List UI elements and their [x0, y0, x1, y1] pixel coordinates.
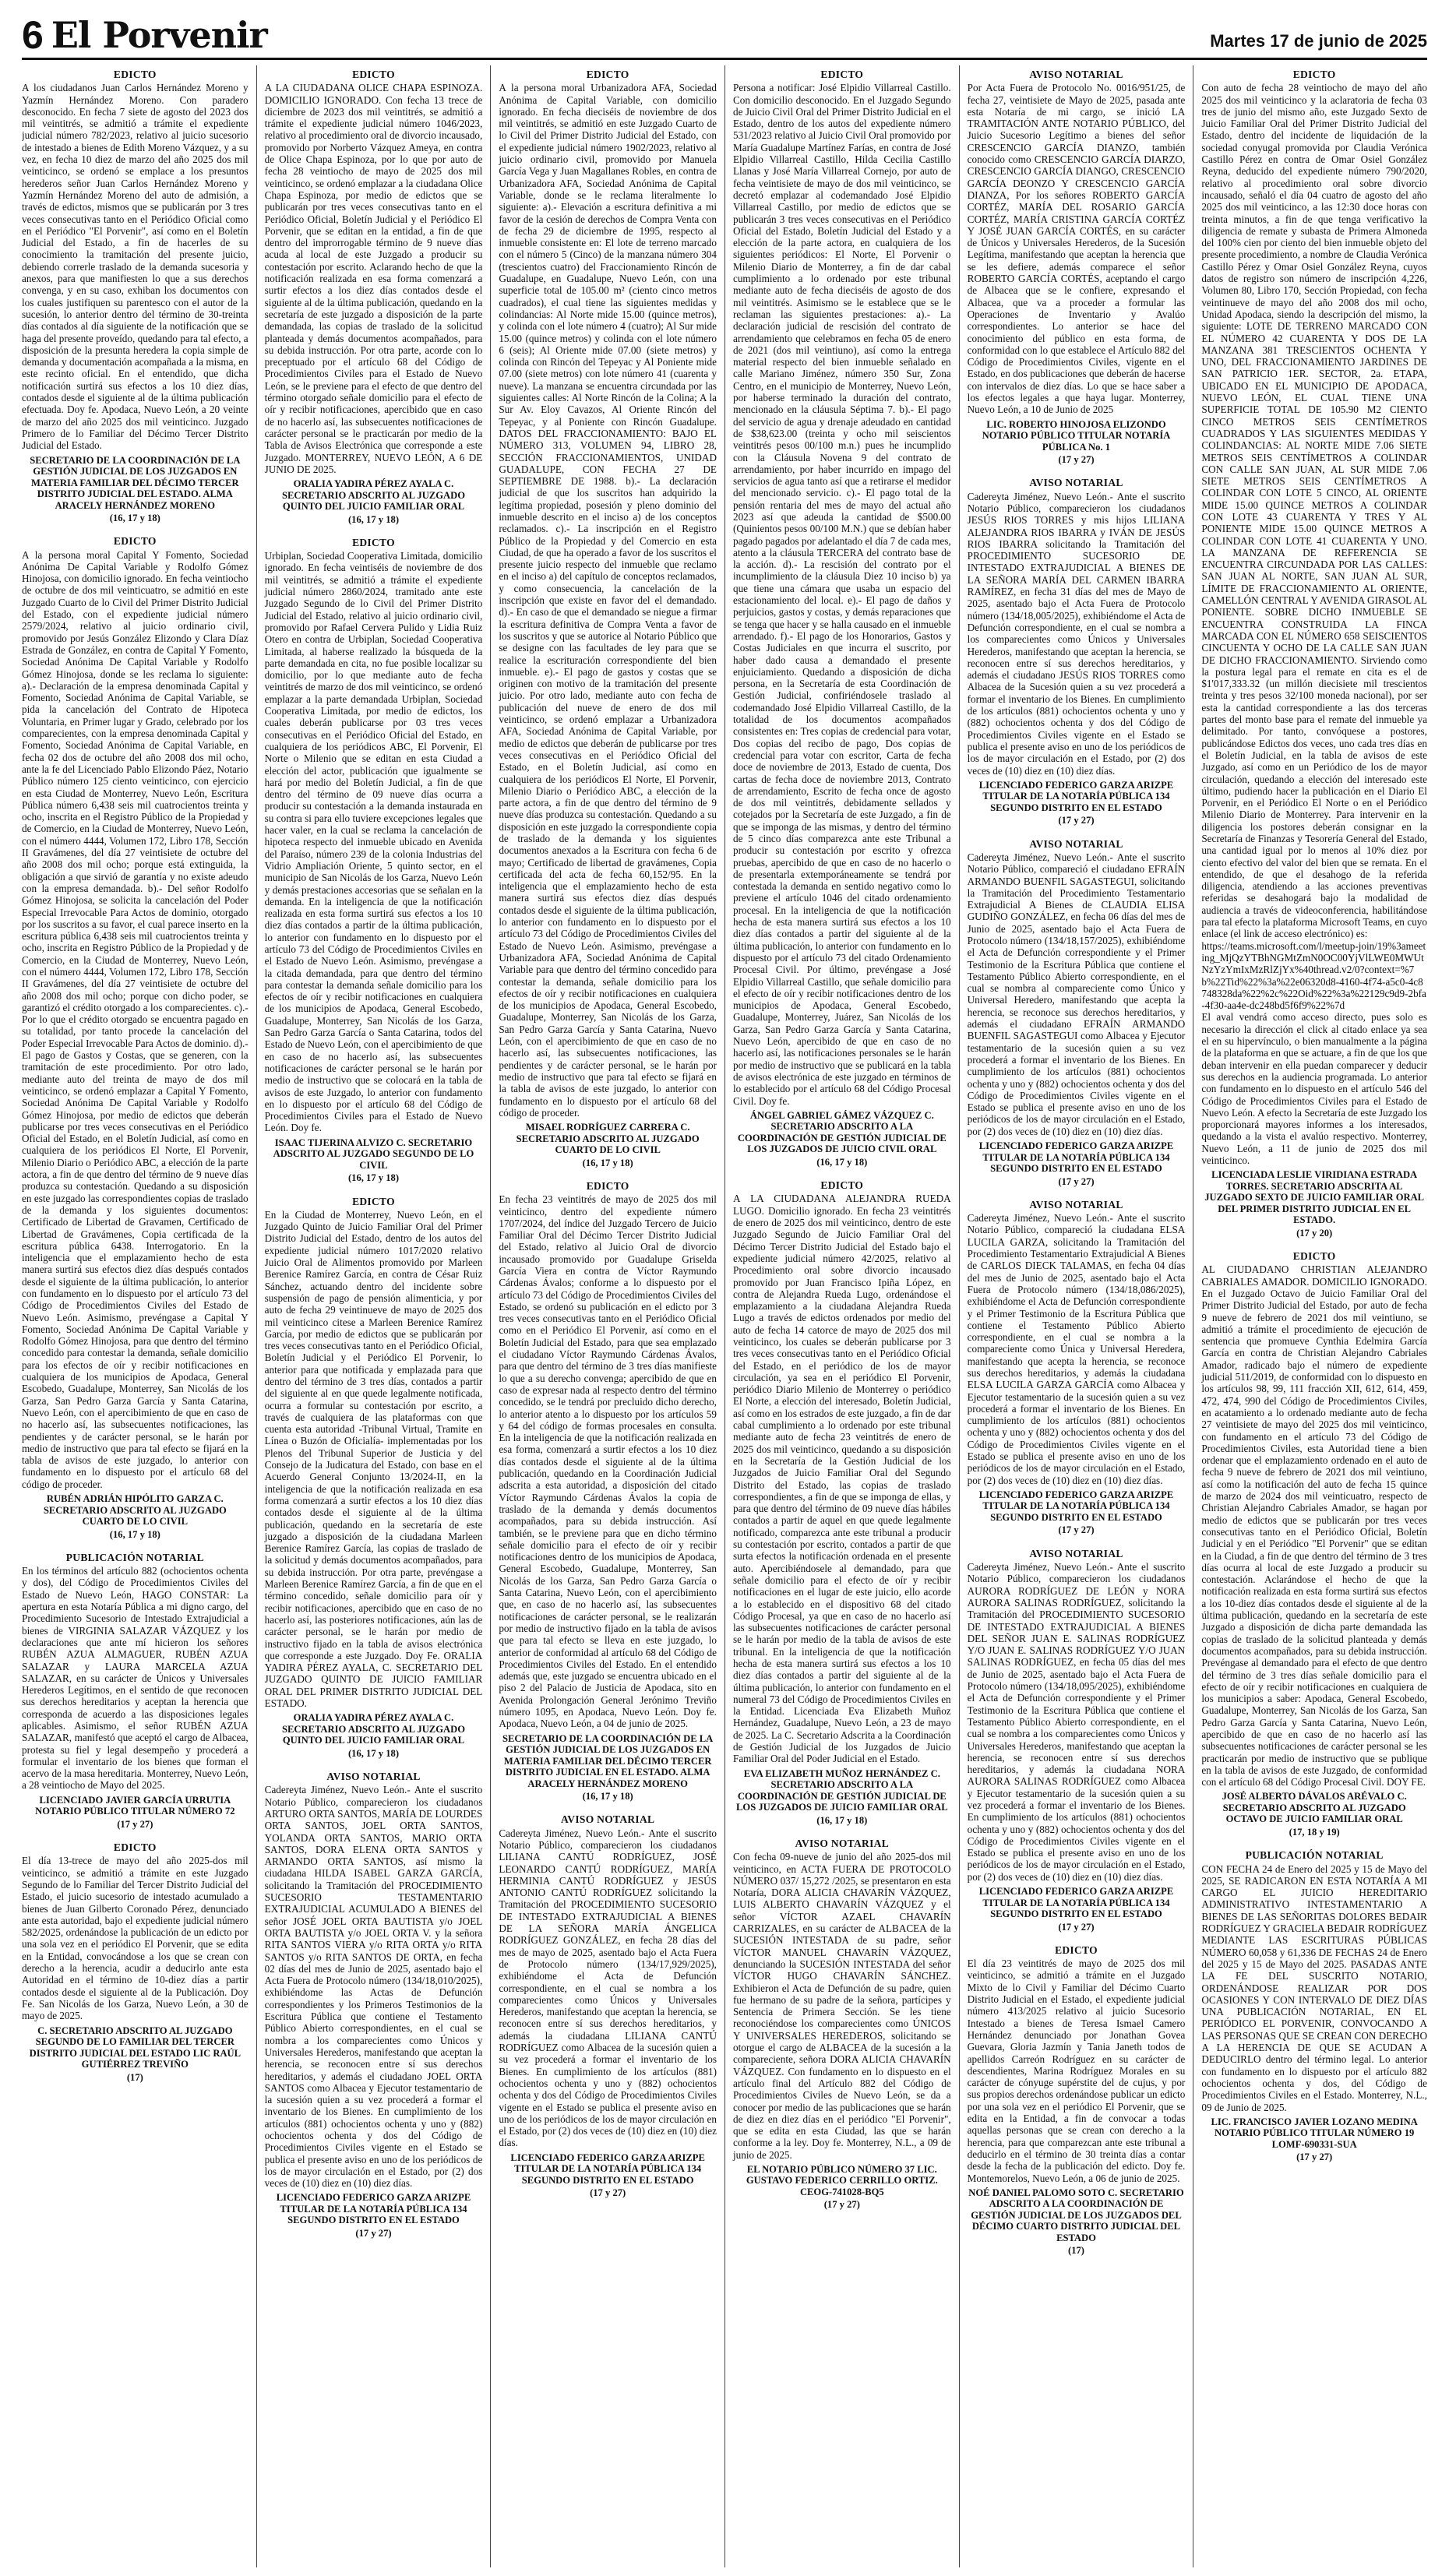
notice-body: Urbiplan, Sociedad Cooperativa Limitada, domicilio ignorado. En fecha veintiséis de noviembre de dos mil veintitrés, se admitió a trámite el expediente judicial número 2860/2024, tramitado ante este Juzgado Segundo de lo Civil del Primer Distrito Judicial del Estado, relativo al juicio ordinario civil, promovido por Rafael Cervera Pulido y Lidia Ruiz Otero en contra de Urbiplan, Sociedad Cooperativa Limitada, al haberse realizado la búsqueda de la parte demandada en cita, no fue posible localizar su domicilio, por lo que mediante auto de fecha veintitrés de marzo de dos mil veinticinco, se ordenó emplazar a la parte demandada Urbiplan, Sociedad Cooperativa Limitada, por medio de edictos, los cuales deberán publicarse por 03 tres veces consecutivas en el Periódico Oficial del Estado, en cualquiera de los periódicos ABC, El Porvenir, El Norte o Milenio que se editan en esta Ciudad a elección del actor, publicación que igualmente se hará por medio del Boletín Judicial, a fin de que dentro del término de 09 nueve días ocurra a producir su contestación a la demanda instaurada en su contra si para ello tuviere excepciones legales que hacer valer, en la cual se reclama la cancelación de hipoteca respecto del inmueble ubicado en Avenida del Paraíso, número 239 de la colonia Industrias del Vidrio Ampliación Oriente, 5 quinto sector, en el municipio de San Nicolás de los Garza, Nuevo León y demás prestaciones accesorias que se señalan en la demanda. En la inteligencia de que la notificación realizada en esta forma surtirá sus efectos a los 10 diez días contados a partir de la última publicación, lo anterior con fundamento en lo dispuesto por el artículo 73 del Código de Procedimientos Civiles en el Estado de Nuevo León. Asimismo, prevéngase a la citada demandada, para que dentro del término para contestar la demanda señale domicilio para los efectos de oír y recibir notificaciones en cualquiera de los municipios de Apodaca, General Escobedo, Guadalupe, Monterrey, San Nicolás de los Garza, San Pedro Garza García o Santa Catarina, todos del Estado de Nuevo León, con el apercibimiento de que en caso de no hacerlo así, las subsecuentes notificaciones de carácter personal se le harán por medio de instructivo que se colocará en la tabla de avisos de este Juzgado, lo anterior con fundamento en lo dispuesto por el artículo 68 del Código de Procedimientos Civiles para el Estado de Nuevo León. Doy fe.	[264, 550, 483, 1134]
legal-notice	[968, 1199, 1186, 1537]
notice-signature: EVA ELIZABETH MUÑOZ HERNÁNDEZ C. SECRETARIO ADSCRITO A LA COORDINACIÓN DE GESTIÓN JUDICIAL DE LOS JUZGADOS DE JUICIO FAMILIAR ORAL	[736, 1767, 948, 1813]
publication-dates: (17 y 27)	[590, 2187, 626, 2199]
notice-body: Cadereyta Jiménez, Nuevo León.- Ante el suscrito Notario Público, compareció la ciudadana ELSA LUCILA GARZA, solicitando la Tramitación del Procedimiento Testamentario Extrajudicial A Bienes de CARLOS DIECK TALAMAS, en fecha 04 días del mes de Junio de 2025, asentado bajo el Acta Fuera de Protocolo número (134/18,086/2025), exhibiéndome el Acta de Defunción correspondiente y el Primer Testimonio de la Escritura Pública que contiene el Testamento Público Abierto correspondiente, en el cual se nombra a la compareciente como Única y Universal Heredera, manifestando que acepta la herencia, se reconoce sus derechos hereditarios, y además la ciudadana ELSA LUCILA GARZA GARCÍA como Albacea y Ejecutor testamentario de la sucesión quien a su vez procederá a formar el inventario de los Bienes. En cumplimiento de los artículos (881) ochocientos ochenta y uno y (882) ochocientos ochenta y dos del Código de Procedimientos Civiles vigente en el Estado se publica el presente aviso en uno de los periódicos de los de mayor circulación en el Estado, por (2) dos veces de (10) diez en (10) diez días.	[967, 1212, 1186, 1486]
notice-title: EDICTO	[352, 536, 395, 548]
issue-date: Martes 17 de junio de 2025	[1210, 31, 1427, 51]
column-1	[22, 65, 256, 2567]
notice-body: CON FECHA 24 de Enero del 2025 y 15 de Mayo del 2025, SE RADICARON EN ESTA NOTARÍA A MI CARGO EL JUICIO HEREDITARIO ADMINISTRATIVO INTESTAMENTARIO A BIENES DE LAS SEÑORITAS DOLORES BEDAIR RODRÍGUEZ Y GRACIELA BEDAIR RODRÍGUEZ MEDIANTE LAS ESCRITURAS PÚBLICAS NÚMERO 60,058 y 61,336 DE FECHAS 24 de Enero del 2025 y 15 de Mayo del 2025. PASADAS ANTE LA FE DEL SUSCRITO NOTARIO, ORDENÁNDOSE REALIZAR POR DOS OCASIONES Y CON INTERVALO DE DIEZ DÍAS UNA PUBLICACIÓN NOTARIAL, EN EL PERIÓDICO EL PORVENIR, CONVOCANDO A LAS PERSONAS QUE SE CREAN CON DERECHO A LA HERENCIA DE QUE SE ACUDAN A DEDUCIRLO dentro del término legal. Lo anterior con fundamento en lo dispuesto por el artículo 882 ochocientos ochenta y dos, del Código de Procedimientos Civiles en el Estado. Monterrey, N.L., 09 de Junio de 2025.	[1201, 1862, 1427, 2113]
notice-signature: LICENCIADO FEDERICO GARZA ARIZPE TITULAR DE LA NOTARÍA PÚBLICA 134 SEGUNDO DISTRITO EN EL ESTADO	[510, 2151, 705, 2186]
notice-signature: LICENCIADO FEDERICO GARZA ARIZPE TITULAR DE LA NOTARÍA PÚBLICA 134 SEGUNDO DISTRITO EN EL ESTADO	[978, 779, 1174, 813]
notice-signature: ORALIA YADIRA PÉREZ AYALA C. SECRETARIO ADSCRITO AL JUZGADO QUINTO DEL JUICIO FAMILIAR ORAL	[281, 478, 465, 513]
notice-body: A los ciudadanos Juan Carlos Hernández Moreno y Yazmín Hernández Moreno. Con paradero desconocido. En fecha 7 siete de agosto del 2023 dos mil veintitrés, se admitió a trámite el expediente judicial número 782/2023, relativo al juicio sucesorio de intestado a bienes de Edith Moreno Vázquez, y a su vez, en fecha 10 diez de marzo del año 2025 dos mil veinticinco, se ordenó se emplace a los presuntos herederos señor Juan Carlos Hernández Moreno y Yazmín Hernández Moreno del auto de admisión, a través de edictos, mismos que se publicarán por 3 tres veces consecutivas tanto en el Periódico Oficial como en el Periódico "El Porvenir", así como en el Boletín Judicial del Estado, a fin de hacerles de su conocimiento la tramitación del presente juicio, debiendo correrle traslado de la demanda sucesoria y anexos, para que manifiesten lo que a sus derechos convenga, y en su caso, exhiban los documentos con los cuales justifiquen su parentesco con el autor de la sucesión, lo anterior dentro del término de 30-treinta días contados al día siguiente de la notificación que se haga del presente proveído, quedando para tal efecto, a disposición de la presunta heredera la copia simple de demanda y documentación acompañada a la misma, en este recinto oficial. En el entendido, que dicha notificación surtirá sus efectos a los 10 diez días, contados desde el siguiente al de la última publicación efectuada. Doy fe. Apodaca, Nuevo León, a 20 veinte de marzo del año 2025 dos mil veinticinco. Juzgado Primero de lo Familiar del Décimo Tercer Distrito Judicial del Estado.	[22, 82, 249, 452]
publication-dates: (17 y 27)	[1058, 815, 1095, 826]
legal-notice	[733, 1179, 951, 1827]
notice-body: Cadereyta Jiménez, Nuevo León.- Ante el suscrito Notario Público, comparecieron los ciudadanos AURORA RODRÍGUEZ DE LEÓN y NORA AURORA SALINAS RODRÍGUEZ, solicitando la Tramitación del PROCEDIMIENTO SUCESORIO DE INTESTADO EXTRAJUDICIAL A BIENES DEL SEÑOR JUAN E. SALINAS RODRÍGUEZ Y/O JUAN E. SALINAS RODRÍGUEZ Y/O JUAN SALINAS RODRÍGUEZ, en fecha 05 días del mes de Junio de 2025, asentado bajo el Acta Fuera de Protocolo número (134/18,095/2025), exhibiéndome el Acta de Defunción correspondiente y el Primer Testimonio de la Escritura Pública que contiene el Testamento Público Abierto correspondiente, en el cual se nombra a los comparecientes como Únicos y Universales Herederos, manifestando que aceptan la herencia, se reconocen entre sí sus derechos hereditarios, y además la ciudadana NORA AURORA SALINAS RODRÍGUEZ como Albacea y Ejecutor testamentario de la sucesión quien a su vez procederá a formar el inventario de los Bienes. En cumplimiento de los artículos (881) ochocientos ochenta y uno y (882) ochocientos ochenta y dos del Código de Procedimientos Civiles vigente en el Estado se publica el presente aviso en uno de los periódicos de los de mayor circulación en el Estado, por (2) dos veces de (10) diez en (10) diez días.	[967, 1561, 1186, 1883]
publication-dates: (17 y 27)	[1058, 1175, 1095, 1187]
notice-body: Cadereyta Jiménez, Nuevo León.- Ante el suscrito Notario Público, comparecieron los ciudadanos JESÚS RIOS TORRES y mis hijos LILIANA ALEJANDRA RIOS IBARRA y IVÁN DE JESÚS RIOS IBARRA solicitando la Tramitación del PROCEDIMIENTO SUCESORIO DE INTESTADO EXTRAJUDICIAL A BIENES DE LA SEÑORA MARÍA DEL CARMEN IBARRA RAMÍREZ, en fecha 31 días del mes de Mayo de 2025, asentado bajo el Acta Fuera de Protocolo número (134/18,005/2025), exhibiéndome el Acta de Defunción correspondiente, en el cual se nombra a los comparecientes como Únicos y Universales Herederos, manifestando que aceptan la herencia, se reconocen entre sí sus derechos hereditarios, y además el ciudadano JESÚS RIOS TORRES como Albacea de la Sucesión quien a su vez procederá a formar el inventario de los Bienes. En cumplimiento de los artículos (881) ochocientos ochenta y uno y (882) ochocientos ochenta y dos del Código de Procedimientos Civiles vigente en el Estado se publica el presente aviso en uno de los periódicos de los de mayor circulación en el Estado, por (2) dos veces de (10) diez en (10) diez días.	[967, 490, 1186, 777]
notice-body: Persona a notificar: José Elpidio Villarreal Castillo. Con domicilio desconocido. En el Juzgado Segundo de Juicio Civil Oral del Primer Distrito Judicial en el Estado, dentro de los autos del expediente número 531/2023 relativo al Juicio Civil Oral promovido por María Guadalupe Martínez Farías, en contra de José Elpidio Villarreal Castillo, Hilda Cecilia Castillo Llanas y José María Villarreal Cornejo, por auto de fecha veintisiete de mayo de dos mil veinticinco, se decretó emplazar al codemandado José Elpidio Villarreal Castillo, por medio de edictos que se publicarán 3 tres veces consecutivas en el Periódico Oficial del Estado, Boletín Judicial del Estado y a elección de la parte actora, en cualquiera de los siguientes periódicos: El Norte, El Porvenir o Milenio Diario de Monterrey, a fin de dar cabal cumplimiento a lo ordenado por este tribunal mediante auto de fecha dieciséis de agosto de dos mil veintitrés. Asimismo se le establece que se le reclaman las siguientes prestaciones: a).- La declaración judicial de rescisión del contrato de arrendamiento que celebramos en fecha 05 de enero de 2021 (dos mil veintiuno), así como la entrega material respecto del bien inmueble señalado en calle Mariano Jiménez, número 350 Sur, Zona Centro, en el municipio de Monterrey, Nuevo León, por haberse terminado la duración del contrato, mencionado en la cláusula Séptima 7. b).- El pago del servicio de agua y drenaje adeudado en cantidad de $38,623.00 (treinta y ocho mil seiscientos veintitrés pesos 00/100 m.n.) pues he incumplido con la Cláusula Novena 9 del contrato de arrendamiento, por haber incurrido en impago del servicios de agua tanto así que a retirarse el medidor del mencionado servicio. c).- El pago total de la pensión rentaria del mes de mayo del actual año 2023 así que adeuda la cantidad de $500.00 (Quinientos pesos 00/100 M.N.) que se debían haber pagado pagados por adelantado el día 7 de cada mes, atento a la cláusula TERCERA del contrato base de la acción. d).- La rescisión del contrato por el incumplimiento de la cláusula Diez 10 inciso b) ya que tiene una cámara que usaba un espacio del estacionamiento del local. e).- El pago de daños y perjuicios, gastos y costas, y demás reparaciones que se tenga que hacer y se halla causado en el inmueble arrendado. f).- El pago de los Honorarios, Gastos y Costas Judiciales en que incurra el suscrito, por haber dado causa a demandado el presente enjuiciamiento. Quedando a disposición de dicha persona, en la Secretaría de esta Coordinación de Gestión Judicial, confiriéndosele traslado al codemandado José Elpidio Villarreal Castillo, de la totalidad de los documentos acompañados consistentes en: Tres copias de credencial para votar, Dos copias del recibo de pago, Dos copias de credencial para votar con escritor, Carta de fecha doce de noviembre de 2013, Estado de cuenta, Dos cartas de fecha doce de noviembre 2013, Contrato de arrendamiento, Escrito de fecha once de agosto de dos mil veintitrés, debidamente sellados y cotejados por la Secretaría de este Juzgado, a fin de que se imponga de las mismas, y dentro del término de 5 cinco días comparezca ante este Tribunal a producir su contestación por escrito y ofrezca pruebas, apercibido de que en caso de no hacerlo o de presentarla extemporáneamente se tendrá por contestada la demanda en sentido negativo como lo previene el artículo 1046 del citado ordenamiento procesal. En la inteligencia de que la notificación hecha de esta manera surtirá sus efectos a los 10 diez días contados a partir del siguiente al de la última publicación, lo anterior con fundamento en lo dispuesto por el artículo 73 del citado Ordenamiento Procesal Civil. Por último, prevéngase a José Elpidio Villarreal Castillo, que señale domicilio para el efecto de oír y recibir notificaciones dentro de los municipios de Apodaca, General Escobedo, Guadalupe, Monterrey, Juárez, San Nicolás de los Garza, San Pedro Garza García y Santa Catarina, Nuevo León, apercibido de que en caso de no hacerlo así, las notificaciones personales se le harán por medio de instructivo que se publicará en la tabla de avisos electrónica de este juzgado en términos de lo establecido por el artículo 68 del Código Procesal Civil. Doy fe.	[732, 82, 951, 1107]
masthead	[22, 11, 1427, 55]
notice-body-continued: El aval vendrá como acceso directo, pues solo es necesario la dirección el click al citado enlace ya sea el en su hipervínculo, o bien manualmente a la página de la plataforma en que se actuare, a fin de que los que deban intervenir en ella puedan comparecer y deducir sus derechos en la audiencia programada. Lo anterior con fundamento en lo dispuesto en el artículo 546 del Código de Procedimientos Civiles para el Estado de Nuevo León. A efecto la Secretaría de este Juzgado los proporcionará mayores informes a los interesados, quedando a la vista el avalúo respectivo. Monterrey, Nuevo León, a 11 de junio de 2025 dos mil veinticinco.	[1201, 1011, 1427, 1167]
notice-signature: ORALIA YADIRA PÉREZ AYALA C. SECRETARIO ADSCRITO AL JUZGADO QUINTO DEL JUICIO FAMILIAR ORAL	[281, 1712, 465, 1746]
notice-title: AVISO NOTARIAL	[795, 1837, 889, 1849]
notice-body: AL CIUDADANO CHRISTIAN ALEJANDRO CABRIALES AMADOR. DOMICILIO IGNORADO. En el Juzgado Octavo de Juicio Familiar Oral del Primer Distrito Judicial del Estado, por auto de fecha 9 nueve de febrero de 2021 dos mil veintiuno, se admitió a trámite el procedimiento de ejecución de sentencia que promueve Cynthia Edelmira García García en contra de Christian Alejandro Cabriales Amador, radicado bajo el número de expediente judicial 511/2019, de conformidad con lo dispuesto en los artículos 98, 99, 111 fracción XII, 612, 614, 459, 472, 474, 990 del Código de Procedimientos Civiles, en acatamiento a lo ordenado mediante auto de fecha 27 veintisiete de mayo del 2025 dos mil veinticinco, con fundamento en el artículo 73 del Código de Procedimientos Civiles, esta Autoridad tiene a bien ordenar que el emplazamiento ordenado en el auto de fecha 9 nueve de febrero de 2021 dos mil veintiuno, así como la notificación del auto de fecha 15 quince de marzo de 2024 dos mil veinticuatro, respecto de Christian Alejandro Cabriales Amador, se hagan por medio de edictos que se publicarán por tres veces consecutivas tanto en el Periódico Oficial, Boletín Judicial y en el Periódico "El Porvenir" que se editan en la Ciudad, a fin de que dentro del término de 3 tres días ocurra al local de este Juzgado a producir su contestación. Aclarándose el hecho de que la notificación realizada en esta forma surtirá sus efectos a los 10-diez días contados desde el siguiente al de la última publicación, quedando en la secretaría de este Juzgado a disposición de dicha parte demandada las copias de traslado de la solicitud planteada y demás documentos acompañados, para su debida instrucción. Prevéngase al demandado para el efecto de que dentro del término de 3 tres días señale domicilio para el efecto de oír y recibir notificaciones en cualquiera de los municipios a saber: Apodaca, General Escobedo, Guadalupe, Monterrey, San Nicolás de los Garza, San Pedro Garza García y Santa Catarina, Nuevo León, apercibido de que en caso de no hacerlo así las subsecuentes notificaciones de carácter personal se les practicarán por medio de instructivo que se publique en la tabla de avisos de este Juzgado, de conformidad con el artículo 68 del Código Procesal Civil. DOY FE.	[1201, 1263, 1427, 1788]
notice-signature: LIC. FRANCISCO JAVIER LOZANO MEDINA NOTARIO PÚBLICO TITULAR NÚMERO 19 LOMF-690331-SUA	[1211, 2116, 1418, 2150]
legal-notice	[1201, 1250, 1427, 1838]
notice-signature: LIC. ROBERTO HINOJOSA ELIZONDO NOTARIO PÚBLICO TITULAR NOTARÍA PÚBLICA No. 1	[982, 418, 1171, 453]
notice-signature: RUBÉN ADRIÁN HIPÓLITO GARZA C. SECRETARIO ADSCRITO AL JUZGADO CUARTO DE LO CIVIL	[43, 1493, 227, 1528]
notice-title: EDICTO	[1292, 69, 1336, 80]
notice-title: AVISO NOTARIAL	[1029, 1198, 1123, 1210]
notice-title: AVISO NOTARIAL	[1029, 837, 1123, 850]
publication-dates: (17, 18 y 19)	[1289, 1826, 1340, 1838]
legal-notice	[22, 535, 249, 1541]
notice-title: EDICTO	[352, 1195, 395, 1207]
notice-body: A la persona moral Urbanizadora AFA, Sociedad Anónima de Capital Variable, con domicilio ignorado. En fecha dieciséis de noviembre de dos mil veintitrés, se admitió en este Juzgado Cuarto de lo Civil del Primer Distrito Judicial del Estado, con el expediente judicial número 1902/2023, relativo al juicio ordinario civil, promovido por Manuela García Vega y Juan Magallanes Robles, en contra de Urbanizadora AFA, Sociedad Anónima de Capital Variable, donde se le reclama literalmente lo siguiente: a).- Elevación a escritura definitiva a mi favor de la cesión de derechos de Compra Venta con de fecha 29 de diciembre de 1995, respecto al inmueble consistente en: El lote de terreno marcado con el número 5 (Cinco) de la manzana número 304 (trescientos cuatro) del Fraccionamiento Rincón de Guadalupe, en Guadalupe, Nuevo León, con una superficie total de 105.00 m² (ciento cinco metros cuadrados), el cual tiene las siguientes medidas y colindancias: Al Norte mide 15.00 (quince metros), y colinda con el lote número 4 (cuatro); Al Sur mide 15.00 (quince metros) y colinda con el lote número 6 (seis); Al Oriente mide 07.00 (siete metros) y colinda con Rincón del Tepeyac y Al Poniente mide 07.00 (siete metros) con lote número 41 (cuarenta y nueve). La manzana se encuentra circundada por las siguientes calles: Al Norte Rincón de la Colina; A la Sur Av. Eloy Cavazos, Al Oriente Rincón del Tepeyac, y al Poniente con Rincón Guadalupe. DATOS DEL FRACCIONAMIENTO: BAJO EL NÚMERO 313, VOLUMEN 94, LIBRO 28, SECCIÓN FRACCIONAMIENTOS, UNIDAD GUADALUPE, CON FECHA 27 DE SEPTIEMBRE DE 1988. b).- La declaración judicial de que los suscritos han adquirido la legítima propiedad, posesión y pleno dominio del inmueble descrito en el inciso a) de los conceptos reclamados. c).- La inscripción en el Registro Público de la Propiedad y del Comercio en esta Ciudad, de que ha operado a favor de los suscritos el presente juicio respecto del inmueble que reclamo en el inciso a) del capítulo de conceptos reclamados, y como consecuencia, la cancelación de la inscripción que existe en favor del el demandado. d).- En caso de que el demandado se niegue a firmar la escritura definitiva de Compra Venta a favor de los suscritos y que se autorice al Notario Público que se designe con las facultades de ley para que se realice la escrituración correspondiente del bien inmueble. e).- El pago de gastos y costas que se originen con motivo de la tramitación del presente juicio. Por otro lado, mediante auto con fecha de publicación del nueve de enero de dos mil veinticinco, se ordenó emplazar a Urbanizadora AFA, Sociedad Anónima de Capital Variable, por medio de edictos que deberán de publicarse por tres veces consecutivas en el Periódico Oficial del Estado, en el Boletín Judicial, así como en cualquiera de los periódicos El Norte, El Porvenir, Milenio Diario o Periódico ABC, a elección de la parte actora, a fin de que dentro del término de 9 nueve días produzca su contestación. Quedando a su disposición en este juzgado la correspondiente copia de traslado de la demanda y los siguientes documentos anexados a la Escritura con fecha 6 de mayo; Certificado de libertad de gravámenes, Copia certificada del acta de fecha 60,152/95. En la inteligencia que el emplazamiento hecho de esta manera surtirá sus efectos diez días después contados desde el siguiente de la última publicación, lo anterior con fundamento en lo dispuesto por el artículo 73 del Código de Procedimientos Civiles del Estado de Nuevo León. Asimismo, prevéngase a Urbanizadora AFA, Sociedad Anónima de Capital Variable para que dentro del término concedido para contestar la demanda, señale domicilio para los efectos de oír y recibir notificaciones en cualquiera de los municipios de Apodaca, General Escobedo, Guadalupe, Monterrey, San Nicolás de los Garza, San Pedro Garza García y Santa Catarina, Nuevo León, con el apercibimiento de que en caso de no hacerlo así, las subsecuentes notificaciones, las pendientes y de carácter personal, se le harán por medio de instructivo que para tal efecto se fijará en la tabla de avisos de este juzgado, lo anterior con fundamento en lo dispuesto por el artículo 68 del código de proceder.	[499, 82, 717, 1119]
publication-dates: (17 y 27)	[1058, 1524, 1095, 1536]
notice-title: EDICTO	[352, 69, 395, 80]
publication-dates: (16, 17 y 18)	[347, 1172, 400, 1184]
publication-dates: (17)	[1068, 2245, 1084, 2257]
notice-title: PUBLICACIÓN NOTARIAL	[65, 1551, 204, 1563]
legal-notice	[968, 477, 1186, 826]
meeting-link[interactable]: https://teams.microsoft.com/l/meetup-join/19%3ameeting_MjQzYTBhNGMtZmN0OC00YjVlLWE0MWUtNzYzYmIxMzRlZjYx%40thread.v2/0?context=%7b%22Tid%22%3a%22e06320d8-4160-4f74-a5c0-4c8748328da%22%2c%22Oid%22%3a%22129c9d9-2bfa-4f30-aa4e-dc248bd5f6f9%22%7d	[1201, 939, 1426, 1012]
masthead-title-group	[22, 13, 267, 57]
column-3	[490, 65, 724, 2567]
column-6	[1193, 65, 1427, 2567]
notice-signature: ÁNGEL GABRIEL GÁMEZ VÁZQUEZ C. SECRETARIO ADSCRITO A LA COORDINACIÓN DE GESTIÓN JUDICIAL DE LOS JUZGADOS DE JUICIO CIVIL ORAL	[737, 1109, 947, 1155]
notice-title: EDICTO	[586, 69, 629, 80]
publication-dates: (17 y 20)	[1296, 1227, 1333, 1239]
publication-dates: (16, 17 y 18)	[582, 1157, 633, 1168]
publication-dates: (17 y 27)	[1296, 2151, 1333, 2163]
notice-signature: C. SECRETARIO ADSCRITO AL JUZGADO SEGUNDO DE LO FAMILIAR DEL TERCER DISTRITO JUDICIAL DEL ESTADO LIC RAÚL GUTIÉRREZ TREVIÑO	[29, 2025, 242, 2070]
legal-notice	[1201, 69, 1427, 1239]
column-4	[724, 65, 959, 2567]
notice-title: AVISO NOTARIAL	[1029, 69, 1123, 80]
notice-signature: MISAEL RODRÍGUEZ CARRERA C. SECRETARIO ADSCRITO AL JUZGADO CUARTO DE LO CIVIL	[516, 1122, 700, 1156]
notice-signature: LICENCIADA LESLIE VIRIDIANA ESTRADA TORRES. SECRETARIO ADSCRITA AL JUZGADO SEXTO DE JUICIO FAMILIAR ORAL DEL PRIMER DISTRITO JUDICIAL EN EL ESTADO.	[1204, 1169, 1425, 1226]
publication-dates: (17 y 27)	[355, 2227, 392, 2239]
legal-notice	[1201, 1849, 1427, 2163]
legal-notices-columns	[22, 65, 1427, 2567]
notice-title: AVISO NOTARIAL	[326, 1771, 421, 1783]
publication-dates: (16, 17 y 18)	[582, 1791, 633, 1802]
legal-notice	[733, 69, 951, 1168]
newspaper-name: El Porvenir	[51, 14, 267, 56]
notice-signature: ISAAC TIJERINA ALVIZO C. SECRETARIO ADSCRITO AL JUZGADO SEGUNDO DE LO CIVIL	[273, 1136, 474, 1171]
notice-body: En los términos del artículo 882 (ochocientos ochenta y dos), del Código de Procedimientos Civiles del Estado de Nuevo León, HAGO CONSTAR: La apertura en esta Notaría Pública a mi digno cargo, del Procedimiento Sucesorio de Intestado Extrajudicial a bienes de VIRGINIA SALAZAR VÁZQUEZ y los declaraciones que ante mí hicieron los señores RUBÉN AZUA ALMAGUER, RUBÉN AZUA SALAZAR y LAURA MARCELA AZUA SALAZAR, en su carácter de Únicos y Universales Herederos Legítimos, en el sentido de que reconocen sus derechos hereditarios y aceptan la herencia que corresponda de acuerdo a las disposiciones legales aplicables. Asimismo, el señor RUBÉN AZUA SALAZAR, manifestó que aceptó el cargo de Albacea, protesta su fiel y legal desempeño y procederá a formular el inventario de los bienes que forman el acervo de la masa hereditaria. Monterrey, Nuevo León, a 28 veintiocho de Mayo del 2025.	[22, 1565, 249, 1792]
legal-notice	[22, 1841, 249, 2084]
legal-notice	[499, 1813, 717, 2199]
notice-title: EDICTO	[113, 1841, 157, 1854]
legal-notice	[22, 69, 249, 524]
legal-notice	[265, 1771, 483, 2239]
publication-dates: (17 y 27)	[1058, 1921, 1095, 1933]
legal-notice	[968, 1548, 1186, 1933]
notice-body: En fecha 23 veintitrés de mayo de 2025 dos mil veinticinco, dentro del expediente número 1707/2024, del índice del Juzgado Tercero de Juicio Familiar Oral del Décimo Tercer Distrito Judicial del Estado, relativo al Juicio Oral de divorcio incausado promovido por Guadalupe Griselda García Viera en contra de Víctor Raymundo Cárdenas Ávalos; conforme a lo dispuesto por el artículo 73 del Código de Procedimientos Civiles del Estado, se ordenó su publicación en el edicto por 3 tres veces consecutivas tanto en el Periódico Oficial como en el Periódico El Porvenir, así como en el Boletín Judicial del Estado, para que sea emplazado el ciudadano Víctor Raymundo Cárdenas Ávalos, para que dentro del término de 3 tres días manifieste lo que a su derecho convenga; apercibido de que en caso de expresar nada al respecto dentro del término concedido, se le tendrá por precluido dicho derecho, lo anterior atento a lo dispuesto por los artículos 59 y 64 del código de formas procesales en consulta. En la inteligencia de que la notificación realizada en esa forma, comenzará a surtir efectos a los 10 diez días contados desde el siguiente al de la última publicación, quedando en la Coordinación Judicial adscrita a esta autoridad, a disposición del citado Víctor Raymundo Cárdenas Ávalos la copia de traslado de la demanda y demás documentos acompañados, para su debida instrucción. Así también, se le previene para que en dicho término señale domicilio para el efecto de oír y recibir notificaciones dentro de los municipios de Apodaca, General Escobedo, Guadalupe, Monterrey, San Nicolás de los Garza, San Pedro Garza García o Santa Catarina, Nuevo León, con el apercibimiento que, en caso de no hacerlo así, las subsecuentes notificaciones de carácter personal, se le realizarán por medio de instructivo fijado en la tabla de avisos que para tal efecto se lleva en este juzgado, lo anterior de conformidad al artículo 68 del Código de Procedimientos Civiles del Estado. En el entendido además que, este juzgado se encuentra ubicado en el piso 2 del Palacio de Justicia de Apodaca, sito en Avenida Prolongación General Jerónimo Treviño número 1095, en Apodaca, Nuevo León. Doy fe. Apodaca, Nuevo León, a 04 de junio de 2025.	[499, 1193, 717, 1730]
legal-notice	[968, 838, 1186, 1188]
notice-title: EDICTO	[820, 1179, 864, 1192]
notice-signature: LICENCIADO FEDERICO GARZA ARIZPE TITULAR DE LA NOTARÍA PÚBLICA 134 SEGUNDO DISTRITO EN EL ESTADO	[978, 1140, 1174, 1175]
notice-title: EDICTO	[586, 1179, 629, 1192]
publication-dates: (17 y 27)	[823, 2199, 860, 2211]
publication-dates: (16, 17 y 18)	[347, 513, 400, 525]
notice-body: Con fecha 09-nueve de junio del año 2025-dos mil veinticinco, en ACTA FUERA DE PROTOCOLO NÚMERO 037/ 15,272 /2025, se presentaron en esta Notaría, DORA ALICIA CHAVARÍN VÁZQUEZ, LUIS ALBERTO CHAVARÍN VÁZQUEZ y el señor VÍCTOR AZAEL CHAVARÍN CARRIZALES, en su carácter de ALBACEA de la SUCESIÓN INTESTADA de su padre, señor VÍCTOR MANUEL CHAVARÍN VÁZQUEZ, denunciando la SUCESIÓN INTESTADA del señor VÍCTOR HUGO CHAVARÍN SÁNCHEZ. Exhibieron el Acta de Defunción de su padre, quien fue hermano de su padre de la señora, partícipes y Sentencia de Primera Sección. Se les tiene reconociéndose los comparecientes como ÚNICOS Y UNIVERSALES HEREDEROS, solicitando se otorgue el cargo de ALBACEA de la sucesión a la compareciente, señora DORA ALICIA CHAVARÍN VÁZQUEZ. Con fundamento en lo dispuesto en el artículo final del Artículo 882 del Código de Procedimientos Civiles de Nuevo León, se da a conocer por medio de las publicaciones que se harán de diez en diez días en el periódico "El Porvenir", que se edita en esta Ciudad, las que se harán conforme a la ley. Doy fe. Monterrey, N.L., a 09 de junio de 2025.	[732, 1851, 951, 2161]
legal-notice	[968, 1944, 1186, 2257]
notice-title: AVISO NOTARIAL	[1029, 477, 1123, 489]
notice-signature: EL NOTARIO PÚBLICO NÚMERO 37 LIC. GUSTAVO FEDERICO CERRILLO ORTIZ. CEOG-741028-BQ5	[746, 2163, 938, 2197]
notice-title: EDICTO	[1055, 1943, 1098, 1956]
masthead-rule	[22, 58, 1427, 60]
notice-signature: LICENCIADO JAVIER GARCÍA URRUTIA NOTARIO PÚBLICO TITULAR NÚMERO 72	[35, 1794, 235, 1817]
notice-signature: LICENCIADO FEDERICO GARZA ARIZPE TITULAR DE LA NOTARÍA PÚBLICA 134 SEGUNDO DISTRITO EN EL ESTADO	[978, 1489, 1174, 1523]
notice-title: AVISO NOTARIAL	[560, 1813, 655, 1826]
legal-notice	[733, 1838, 951, 2211]
legal-notice	[499, 1180, 717, 1802]
publication-dates: (16, 17 y 18)	[816, 1156, 868, 1168]
legal-notice	[265, 69, 483, 526]
notice-body: Con auto de fecha 28 veintiocho de mayo del año 2025 dos mil veinticinco y la aclaratoria de fecha 03 tres de junio del mismo año, este Juzgado Sexto de Juicio Familiar Oral del Primer Distrito Judicial del Estado, dentro del incidente de liquidación de la sociedad conyugal promovida por Claudia Verónica Castillo Pérez en contra de Omar Osiel González Reyna, deducido del expediente número 790/2020, relativo al procedimiento oral sobre divorcio incausado, señaló el día 04 cuatro de agosto del año 2025 dos mil veinticinco, a las 12:30 doce horas con treinta minutos, a fin de que tenga verificativo la diligencia de remate y subasta de Primera Almoneda del 100% cien por ciento del bien inmueble objeto del presente procedimiento, a nombre de Claudia Verónica Castillo Pérez y Omar Osiel González Reyna, cuyos datos de registro son número de inscripción 4,226, Volumen 80, Libro 170, Sección Propiedad, con fecha veintinueve de mayo del año 2008 dos mil ocho, Unidad Apodaca, siendo la descripción del mismo, la siguiente: LOTE DE TERRENO MARCADO CON EL NÚMERO 42 CUARENTA Y DOS DE LA MANZANA 381 TRESCIENTOS OCHENTA Y UNO, DEL FRACCIONAMIENTO JARDINES DE SAN PATRICIO 1ER. SECTOR, 2a. ETAPA, UBICADO EN EL MUNICIPIO DE APODACA, NUEVO LEÓN, EL CUAL TIENE UNA SUPERFICIE TOTAL DE 105.90 M2 CIENTO CINCO METROS SEIS CENTÍMETROS CUADRADOS Y LAS SIGUIENTES MEDIDAS Y COLINDANCIAS: AL NORTE MIDE 7.06 SIETE METROS SEIS CENTÍMETROS A COLINDAR CON CALLE SAN JUAN, AL SUR MIDE 7.06 SIETE METROS SEIS CENTÍMETROS A COLINDAR CON LOTE 5 CINCO, AL ORIENTE MIDE 15.00 QUINCE METROS A COLINDAR CON LOTE 43 CUARENTA Y TRES Y AL PONIENTE MIDE 15.00 QUINCE METROS A COLINDAR CON LOTE 41 CUARENTA Y UNO. LA MANZANA DE REFERENCIA SE ENCUENTRA CIRCUNDADA POR LAS CALLES: SAN JUAN AL NORTE, SAN JUAN AL SUR, LÍMITE DE FRACCIONAMIENTO AL ORIENTE, CAMELLÓN CENTRAL Y AVENIDA GIRASOL AL PONIENTE. SOBRE DICHO INMUEBLE SE ENCUENTRA CONSTRUIDA LA FINCA MARCADA CON EL NÚMERO 658 SEISCIENTOS CINCUENTA Y OCHO DE LA CALLE SAN JUAN DE DICHO FRACCIONAMIENTO. Sirviendo como la postura legal para el remate en cita es el de $1'017,333.32 (un millón diecisiete mil trescientos treinta y tres pesos 32/100 moneda nacional), por ser esta la cantidad correspondiente a las dos terceras partes del monto base para el remate del inmueble ya delimitado. Por tanto, convóquese a postores, publicándose Edictos dos veces, uno cada tres días en el Boletín Judicial, en la tabla de avisos de este Juzgado, así como en un Periódico de los de mayor circulación, quedando a elección del interesado este último, pudiendo hacer la publicación en el Diario El Porvenir, en el Periódico El Norte o en el Periódico Milenio Diario de Monterrey. Para intervenir en la diligencia los postores deberán consignar en la Secretaría de Finanzas y Tesorería General del Estado, una cantidad igual por lo menos al 10% diez por ciento efectivo del valor del bien que se remata. En el entendido, de que el desahogo de la referida diligencia, atendiendo a las acciones preventivas referidas se desahogará bajo la modalidad de audiencia a través de videoconferencia, habilitándose para tal efecto la plataforma Microsoft Teams, en cuyo enlace (el link de acceso electrónico) es:	[1201, 82, 1427, 940]
notice-title: PUBLICACIÓN NOTARIAL	[1245, 1849, 1384, 1862]
notice-signature: LICENCIADO FEDERICO GARZA ARIZPE TITULAR DE LA NOTARÍA PÚBLICA 134 SEGUNDO DISTRITO EN EL ESTADO	[276, 2192, 471, 2226]
notice-signature: LICENCIADO FEDERICO GARZA ARIZPE TITULAR DE LA NOTARÍA PÚBLICA 134 SEGUNDO DISTRITO EN EL ESTADO	[978, 1886, 1174, 1920]
publication-dates: (17 y 27)	[117, 1818, 153, 1830]
legal-notice	[499, 69, 717, 1169]
publication-dates: (16, 17 y 18)	[109, 513, 160, 523]
notice-body: En la Ciudad de Monterrey, Nuevo León, en el Juzgado Quinto de Juicio Familiar Oral del Primer Distrito Judicial del Estado, dentro de los autos del expediente judicial número 1017/2020 relativo Juicio Oral de Alimentos promovido por Marleen Berenice Ramírez García, en contra de César Ruiz Sánchez, actuando dentro del incidente sobre suspensión de pago de pensión alimenticia, y por auto de fecha 29 veintinueve de mayo de 2025 dos mil veinticinco citese a Marleen Berenice Ramírez García, por medio de edictos que se publicarán por tres veces consecutivas tanto en el Periódico Oficial, Boletín Judicial y el Periódico El Porvenir, lo anterior para que notificada y emplazada para que dentro del término de 3 tres días, contados a partir del siguiente al en que quede legalmente notificada, ocurra a formular su contestación por escrito, a través de cualquiera de las plataformas con que cuenta esta autoridad -Tribunal Virtual, Tramite en Línea o Buzón de Oficialía- implementadas por los Plenos del Tribunal Superior de Justicia y del Consejo de la Judicatura del Estado, con base en el Acuerdo General Conjunto 13/2024-II, en la inteligencia de que la notificación realizada en esa forma comenzará a surtir efectos a los 10 diez días contados desde el siguiente al de la última publicación, quedando en la secretaría de este juzgado a disposición de la ciudadana Marleen Berenice Ramírez García, las copias de traslado de la solicitud y demás documentos acompañados, para su debida instrucción. Por otra parte, prevéngase a Marleen Berenice Ramírez García, a fin de que en el término concedido, señale domicilio para oír y recibir notificaciones, apercibido que en caso de no hacerlo así, las posteriores notificaciones, aún las de carácter personal, se le harán por medio de instructivo fijado en la tabla de avisos electrónica que corresponde a este Juzgado. Doy Fe. ORALIA YADIRA PÉREZ AYALA, C. SECRETARIO DEL JUZGADO QUINTO DE JUICIO FAMILIAR ORAL DEL PRIMER DISTRITO JUDICIAL DEL ESTADO.	[264, 1208, 483, 1709]
notice-body: Cadereyta Jiménez, Nuevo León.- Ante el suscrito Notario Público, comparecieron los ciudadanos ARTURO ORTA SANTOS, MARÍA DE LOURDES ORTA SANTOS, JOEL ORTA SANTOS, YOLANDA ORTA SANTOS, MARIO ORTA SANTOS, DORA ELENA ORTA SANTOS y ARMANDO ORTA SANTOS, así mismo la ciudadana HILDA ISABEL GARZA GARCÍA, solicitando la Tramitación del PROCEDIMIENTO SUCESORIO TESTAMENTARIO EXTRAJUDICIAL ACUMULADO A BIENES del señor JOSÉ JOEL ORTA BAUTISTA y/o JOEL ORTA BAUTISTA y/o JOEL ORTA V. y la señora RITA SANTOS VIERA y/o RITA ORTA y/o RITA SANTOS y/o RITA SANTOS DE ORTA, en fecha 02 días del mes de Junio de 2025, asentado bajo el Acta Fuera de Protocolo número (134/18,010/2025), exhibiéndome las Actas de Defunción correspondientes y los Primeros Testimonios de la Escritura Pública que contiene el Testamento Público Abierto correspondientes, en el cual se nombra a los comparecientes como Únicos y Universales Herederos, manifestando que aceptan la herencia, se reconocen entre sí sus derechos hereditarios, y además el ciudadano JOEL ORTA SANTOS como Albacea y Ejecutor testamentario de la sucesión quien a su vez procederá a formar el inventario de los Bienes. En cumplimiento de los artículos (881) ochocientos ochenta y uno y (882) ochocientos ochenta y dos del Código de Procedimientos Civiles vigente en el Estado se publica el presente aviso en uno de los periódicos de los de mayor circulación en el Estado, por (2) dos veces de (10) diez en (10) diez días.	[264, 1784, 483, 2190]
notice-body: Cadereyta Jiménez, Nuevo León.- Ante el suscrito Notario Público, compareció el ciudadano EFRAÍN ARMANDO BUENFIL SAGASTEGUI, solicitando la Tramitación del Procedimiento Testamentario Extrajudicial A Bienes de CLAUDIA ELISA GUDIÑO GONZÁLEZ, en fecha 06 días del mes de Junio de 2025, asentado bajo el Acta Fuera de Protocolo número (134/18,157/2025), exhibiéndome el Acta de Defunción correspondiente y el Primer Testimonio de la Escritura Pública que contiene el Testamento Público Abierto correspondiente, en el cual se nombra al compareciente como Único y Universal Heredero, manifestando que acepta la herencia, se reconoce sus derechos hereditarios, y además el ciudadano EFRAÍN ARMANDO BUENFIL SAGASTEGUI como Albacea y Ejecutor testamentario de la sucesión quien a su vez procederá a formar el inventario de los Bienes. En cumplimiento de los artículos (881) ochocientos ochenta y uno y (882) ochocientos ochenta y dos del Código de Procedimientos Civiles vigente en el Estado se publica el presente aviso en uno de los periódicos de los de mayor circulación en el Estado, por (2) dos veces de (10) diez en (10) diez días.	[967, 851, 1186, 1137]
notice-body: El día 23 veintitrés de mayo de 2025 dos mil veinticinco, se admitió a trámite en el Juzgado Mixto de lo Civil y Familiar del Décimo Cuarto Distrito Judicial en el Estado, el expediente judicial número 413/2025 relativo al juicio Sucesorio Intestado a bienes de Teresa Ismael Camero Hernández denunciado por Jonathan Govea Guevara, Gloria Jazmín y Tania Janeth todos de apellidos Carreón Rodríguez en su carácter de descendientes, Marina Rodríguez Morales en su carácter de cónyuge supérstite del de cujus, y por sus propios derechos ordenándose publicar un edicto por una sola vez en el periódico El Porvenir, que se edita en la Entidad, a fin de convocar a todas aquellas personas que se crean con derecho a la herencia, para que comparezcan ante este tribunal a deducirlo en el término de 30 treinta días a contar desde la fecha de la publicación del edicto. Doy fe. Montemorelos, Nuevo León, a 06 de junio de 2025.	[967, 1958, 1186, 2184]
notice-signature: SECRETARIO DE LA COORDINACIÓN DE LA GESTIÓN JUDICIAL DE LOS JUZGADOS EN MATERIA FAMILIAR DEL DÉCIMO TERCER DISTRITO JUDICIAL EN EL ESTADO. ALMA ARACELY HERNÁNDEZ MORENO	[502, 1732, 714, 1789]
legal-notice	[265, 1196, 483, 1760]
notice-body: A la persona moral Capital Y Fomento, Sociedad Anónima De Capital Variable y Rodolfo Gómez Hinojosa, con domicilio ignorado. En fecha veintiocho de octubre de dos mil veinticuatro, se admitió en este Juzgado Cuarto de lo Civil del Primer Distrito Judicial del Estado, con el expediente judicial número 2579/2024, relativo al juicio ordinario civil, promovido por Jesús González Elizondo y Clara Díaz Estrada de González, en contra de Capital Y Fomento, Sociedad Anónima De Capital Variable y Rodolfo Gómez Hinojosa, donde se les reclama lo siguiente: a).- Declaración de la empresa denominada Capital y Fomento, Sociedad Anónima de Capital Variable, se pida la cancelación del Contrato de Hipoteca Voluntaria, en Primer lugar y Grado, celebrado por los comparecientes, con la empresa denominada Capital y Fomento, Sociedad Anónima de Capital Variable, en fecha 02 dos de octubre del año 2008 dos mil ocho, ante la fe del Licenciado Pablo Elizondo Páez, Notario Público número 125 ciento veinticinco, con ejercicio en esta Ciudad de Monterrey, Nuevo León, Escritura Pública número 6,438 seis mil cuatrocientos treinta y ocho, inscrita en el Registro Público de la Propiedad y de Comercio, en la Ciudad de Monterrey, Nuevo León, con el número 4444, Volumen 172, Libro 178, Sección II Gravámenes, del día 27 veintisiete de octubre del año 2008 dos mil ocho; porque está extinguida, la obligación a que sirvió de garantía y no existe adeudo con la empresa demandada. b).- Del señor Rodolfo Gómez Hinojosa, se solicita la cancelación del Poder Especial Irrevocable Para Actos de dominio, otorgado por los suscritos a su favor, el cual parece inserto en la escritura pública 6,438 seis mil cuatrocientos treinta y ocho, inscrita en Registro Público de la Propiedad y de Comercio, en la Ciudad de Monterrey, Nuevo León, con el número 4444, Volumen 172, Libro 178, Sección II Gravámenes, del día 27 veintisiete de octubre del año 2008 dos mil ocho; porque con dicho poder, se garantizó el crédito otorgado a los comparecientes. c).- Por lo que el crédito otorgado se encuentra pagado en su totalidad, por tanto procede la cancelación del Poder Especial Irrevocable Para Actos de dominio. d).- El pago de Gastos y Costas, que se generen, con la tramitación de este procedimiento. Por otro lado, mediante auto del treinta de mayo de dos mil veinticinco, se ordenó emplazar a Capital Y Fomento, Sociedad Anónima De Capital Variable y Rodolfo Gómez Hinojosa, por medio de edictos que deberán publicarse por tres veces consecutivas en el Periódico Oficial del Estado, en el Boletín Judicial, así como en cualquiera de los periódicos El Norte, El Porvenir, Milenio Diario o Periódico ABC, a elección de la parte actora, a fin de que dentro del término de 9 nueve días produzca su contestación. Quedando a su disposición en este juzgado las correspondientes copias de traslado de la demanda y los siguientes documentos: Certificado de Libertad de Gravamen, Certificado de Libertad de Gravámenes, Copia certificada de la escritura pública 6438. Interrogatorio. En la inteligencia que el emplazamiento hecho de esta manera surtirá sus efectos diez días después contados desde el siguiente de la última publicación, lo anterior con fundamento en lo dispuesto por el artículo 73 del Código de Procedimientos Civiles del Estado de Nuevo León. Asimismo, prevéngase a Capital Y Fomento, Sociedad Anónima De Capital Variable y Rodolfo Gómez Hinojosa, para que dentro del término concedido para contestar la demanda, señale domicilio para los efectos de oír y recibir notificaciones en cualquiera de los municipios de Apodaca, General Escobedo, Guadalupe, Monterrey, San Nicolás de los Garza, San Pedro Garza García y Santa Catarina, Nuevo León, con el apercibimiento de que en caso de no hacerlo así, las subsecuentes notificaciones, las pendientes y de carácter personal, se le harán por medio de instructivo que para tal efecto se fijará en la tabla de avisos de este juzgado, lo anterior con fundamento en lo dispuesto por el artículo 68 del código de proceder.	[22, 548, 249, 1490]
notice-signature: NOÉ DANIEL PALOMO SOTO C. SECRETARIO ADSCRITO A LA COORDINACIÓN DE GESTIÓN JUDICIAL DE LOS JUZGADOS DEL DÉCIMO CUARTO DISTRITO JUDICIAL DEL ESTADO	[968, 2187, 1184, 2243]
notice-body: Por Acta Fuera de Protocolo No. 0016/951/25, de fecha 27, veintisiete de Mayo de 2025, pasada ante esta Notaría de mi cargo, se inició LA TRAMITACIÓN ANTE NOTARIO PÚBLICO, del Juicio Sucesorio Legítimo a bienes del señor CRESCENCIO GARCÍA DIANZO, también conocido como CRESCENCIO GARCÍA DIARZO, CRESCENCIO GARCÍA DIANGO, CRESCENCIO GARCÍA DEONZO Y CRESCENCIO GARCÍA DIANZA, Por los señores ROBERTO GARCÍA CORTÉZ, MARÍA DEL ROSARIO GARCÍA CORTÉZ, MARÍA CRISTINA GARCÍA CORTÉZ Y JOSÉ JUAN GARCÍA CORTÉS, en su carácter de Únicos y Universales Herederos, de la Sucesión Legítima, manifestando que aceptan la herencia que se les defiere, además comparece el señor ROBERTO GARCÍA CORTÉS, aceptando el cargo de Albacea que se le confiere, expresando el Albacea, que va a proceder a formular las Operaciones de Inventario y Avalúo correspondientes. Lo anterior se hace del conocimiento del público en esta forma, de conformidad con lo que establece el Artículo 882 del Código de Procedimientos Civiles, vigente en el Estado, en dos publicaciones que deberán de hacerse con intervalos de diez días. Lo que se hace saber a los efectos legales a que haya lugar. Monterrey, Nuevo León, a 10 de Junio de 2025	[967, 82, 1186, 416]
legal-notice	[22, 1552, 249, 1831]
page-number: 6	[22, 13, 44, 57]
publication-dates: (17)	[126, 2071, 143, 2083]
notice-title: EDICTO	[113, 69, 157, 80]
notice-title: AVISO NOTARIAL	[1029, 1547, 1123, 1559]
notice-body: El día 13-trece de mayo del año 2025-dos mil veinticinco, se admitió a trámite en este Juzgado Segundo de lo Familiar del Tercer Distrito Judicial del Estado, el juicio sucesorio de intestado acumulado a bienes de Juan Gilberto Coronado Pérez, denunciado ante esta autoridad, bajo el expediente judicial número 582/2025, ordenándose la publicación de un edicto por una sola vez en el periódico El Porvenir, que se edita en la Entidad, convocándose a los que se crean con derecho a la herencia, acudir a deducirlo ante esta Autoridad en el término de 10-diez días a partir contados desde el siguiente al de la Publicación. Doy Fe. San Nicolás de los Garza, Nuevo León, a 30 de mayo de 2025.	[22, 1855, 249, 2022]
notice-signature: SECRETARIO DE LA COORDINACIÓN DE LA GESTIÓN JUDICIAL DE LOS JUZGADOS EN MATERIA FAMILIAR DEL DÉCIMO TERCER DISTRITO JUDICIAL DEL ESTADO. ALMA ARACELY HERNÁNDEZ MORENO	[30, 454, 241, 511]
publication-dates: (17 y 27)	[1058, 454, 1095, 466]
publication-dates: (16, 17 y 18)	[109, 1528, 160, 1540]
notice-title: EDICTO	[113, 535, 157, 548]
publication-dates: (16, 17 y 18)	[347, 1747, 400, 1759]
notice-title: EDICTO	[1292, 1250, 1336, 1263]
notice-body: A LA CIUDADANA OLICE CHAPA ESPINOZA. DOMICILIO IGNORADO. Con fecha 13 trece de diciembre de 2023 dos mil veintitrés, se admitió a trámite el expediente judicial número 1046/2023, relativo al procedimiento oral de divorcio incausado, promovido por Norberto Vázquez Ameya, en contra de Olice Chapa Espinoza, por lo que por auto de fecha 28 veintiocho de mayo de 2025 dos mil veinticinco, se ordenó emplazar a la ciudadana Olice Chapa Espinoza, por medio de edictos que se publicarán por tres veces consecutivas tanto en el Periódico Oficial, Boletín Judicial y el Periódico El Porvenir, que se editan en la entidad, a fin de que dentro del improrrogable término de 9 nueve días acuda al local de este Juzgado a producir su contestación por escrito. Aclarando hecho de que la notificación realizada en esa forma comenzará a surtir efectos a los diez días contados desde el siguiente al de la última publicación, quedando en la secretaría de este juzgado a disposición de la parte demandada, las copias de traslado de la solicitud planteada y demás documentos acompañados, para su debida instrucción. Por otra parte, acorde con lo preceptuado por el artículo 68 del Código de Procedimientos Civiles para el Estado de Nuevo León, se le previene para el efecto de que dentro del término otorgado señale domicilio para el efecto de oír y recibir notificaciones, apercibido que en caso de no hacerlo así, las subsecuentes notificaciones de carácter personal se le practicarán por medio de la Tabla de Avisos Electrónica que corresponde a este Juzgado. MONTERREY, NUEVO LEÓN, A 6 DE JUNIO DE 2025.	[264, 82, 483, 475]
legal-notice	[265, 537, 483, 1185]
column-2	[256, 65, 491, 2567]
publication-dates: (16, 17 y 18)	[816, 1814, 868, 1826]
notice-body: A LA CIUDADANA ALEJANDRA RUEDA LUGO. Domicilio ignorado. En fecha 23 veintitrés de enero de 2025 dos mil veinticinco, dentro de este Juzgado Segundo de Juicio Familiar Oral del Décimo Tercer Distrito Judicial del Estado bajo el expediente judicial número 42/2025, relativo al Procedimiento oral sobre divorcio incausado promovido por Juan Francisco Ipiña López, en contra de Alejandra Rueda Lugo, ordenándose el emplazamiento a la ciudadana Alejandra Rueda Lugo a través de edictos ordenados por medio del auto de fecha 14 catorce de mayo de 2025 dos mil veinticinco, los cuales se deberán publicarse por 3 tres veces consecutivas tanto en el Periódico Oficial del Estado, en el periódico de los de mayor circulación, ya sea en el periódico El Porvenir, periódico Diario Milenio de Monterrey o periódico El Norte, a elección del interesado, Boletín Judicial, así como en los estrados de este juzgado, a fin de dar cabal cumplimiento a lo ordenado por este tribunal mediante auto de fecha 23 veintitrés de enero de 2025 dos mil veinticinco, quedando a su disposición en la Secretaría de la Gestión Judicial de los Juzgados de Juicio Familiar Oral del Segundo Distrito del Estado, las copias de traslado correspondientes, a fin de que se imponga de ellas, y para que dentro del término de 09 nueve días hábiles contados a partir de aquel en que quede legalmente notificado, comparezca ante este tribunal a producir su contestación por escrito, contados a partir de que surta efectos la notificación ordenada en el presente auto. Apercibiéndosele al demandado, para que señale domicilio para el efecto de oír y recibir notificaciones en el lugar de este juicio, ello acorde a lo establecido en el dispositivo 68 del citado Código Procesal, ya que en caso de no hacerlo así las subsecuentes notificaciones de carácter personal se le harán por medio de la tabla de avisos de este tribunal. En la inteligencia de que la notificación hecha de esta manera surtirá sus efectos a los 10 diez días contados a partir del siguiente al de la última publicación, lo anterior con fundamento en el numeral 73 del Código de Procedimientos Civiles en la Entidad. Licenciada Eva Elizabeth Muñoz Hernández, Guadalupe, Nuevo León, a 23 de mayo de 2025. La C. Secretario Adscrita a la Coordinación de Gestión Judicial de los Juzgados de Juicio Familiar Oral del Poder Judicial en el Estado.	[732, 1193, 951, 1765]
legal-notice	[968, 69, 1186, 466]
notice-body: Cadereyta Jiménez, Nuevo León.- Ante el suscrito Notario Público, comparecieron los ciudadanos LILIANA CANTÚ RODRÍGUEZ, JOSÉ LEONARDO CANTÚ RODRÍGUEZ, MARÍA HERMINIA CANTÚ RODRÍGUEZ y JESÚS ANTONIO CANTÚ RODRÍGUEZ solicitando la Tramitación del PROCEDIMIENTO SUCESORIO DE INTESTADO EXTRAJUDICIAL A BIENES DE LA SEÑORA MARÍA ÁNGELICA RODRÍGUEZ GONZÁLEZ, en fecha 28 días del mes de mayo de 2025, asentado bajo el Acta Fuera de Protocolo número (134/17,929/2025), exhibiéndome el Acta de Defunción correspondiente, en el cual se nombra a los comparecientes como Únicos y Universales Herederos, manifestando que aceptan la herencia, se reconocen entre sí sus derechos hereditarios, y además la ciudadana LILIANA CANTÚ RODRÍGUEZ como Albacea de la sucesión quien a su vez procederá a formar el inventario de los Bienes. En cumplimiento de los artículos (881) ochocientos ochenta y uno y (882) ochocientos ochenta y dos del Código de Procedimientos Civiles vigente en el Estado se publica el presente aviso en uno de los periódicos de los de mayor circulación en el Estado, por (2) dos veces de (10) diez en (10) diez días.	[499, 1827, 717, 2149]
notice-title: EDICTO	[820, 69, 864, 80]
column-5	[959, 65, 1193, 2567]
notice-signature: JOSÉ ALBERTO DÁVALOS ARÉVALO C. SECRETARIO ADSCRITO AL JUZGADO OCTAVO DE JUICIO FAMILIAR ORAL	[1222, 1791, 1407, 1825]
